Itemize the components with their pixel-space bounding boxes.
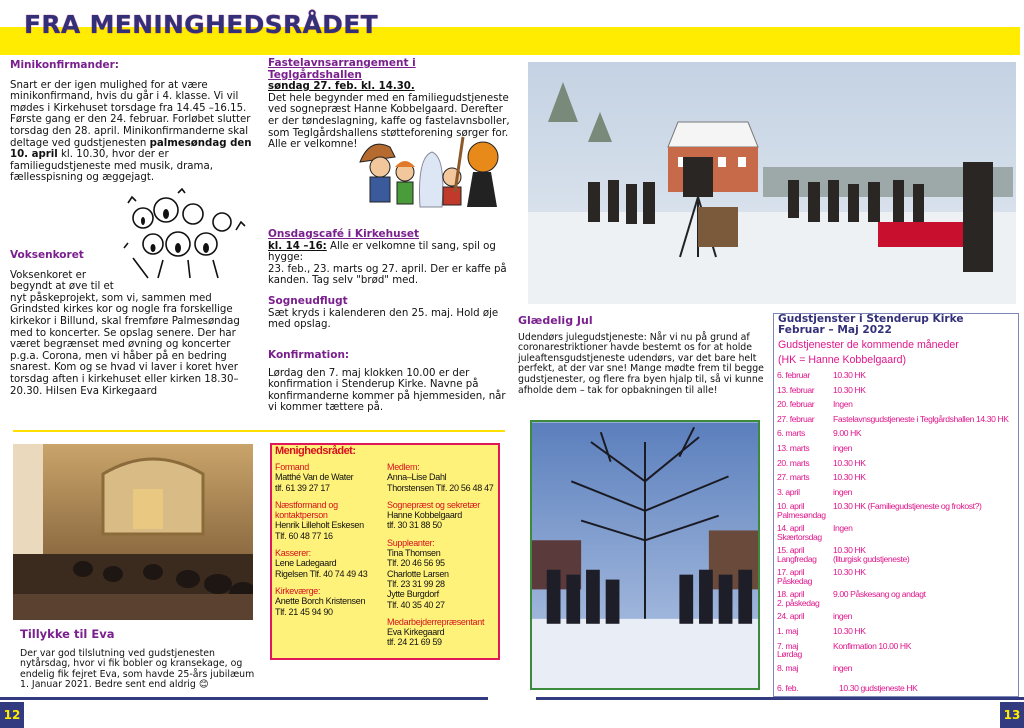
board-member-line: Tlf. 20 46 56 95: [387, 558, 445, 569]
schedule-value: [833, 473, 866, 482]
tillykke-body: Der var god tilslutning ved gudstjenesten nytårsdag, hvor vi fik bobler og kransekage, og endelig fik fejret Eva, som havde 25-års jubilæum 1. Januar 2021. Bedre sent end aldrig 😊: [20, 647, 255, 691]
body-text: nyt påskeprojekt, som vi, sammen med Grindsted kirkes kor og nogle fra forskellige kirkekor i Billund, skal fremføre Palmesøndag med to koncerter. Se opslag senere. Der har været begrænset med øvning og koncerter p.g.a. Corona, men vi håber på en bedring snarest. Kom og se hvad vi laver i koret hver torsdag aften i kirkehuset eller kirken 18.30–20.30. Hilsen Eva Kirkegaard: [10, 292, 240, 397]
schedule-value: [833, 684, 918, 693]
board-member-line: Rigelsen Tlf. 40 74 49 43: [275, 568, 368, 579]
sogneudflugt-section: [268, 296, 513, 331]
board-member-line: Tlf. 40 35 40 27: [387, 599, 445, 610]
schedule-date: [777, 473, 833, 482]
schedule-row: [777, 459, 866, 468]
fastelavn-body: Det hele begynder med en familiegudstjeneste ved sognepræst Hanne Kobbelgaard. Derefter er der tøndeslagning, kaffe og fastelavnsboller, som Teglgårdshallens støtteforening sørger for. Alle er velkomne!: [268, 92, 510, 151]
tillykke-heading: Tillykke til Eva: [20, 627, 115, 641]
board-role: Sognepræst og sekretær: [387, 499, 480, 510]
board-member-line: Eva Kirkegaard: [387, 627, 445, 638]
konfirmation-heading: Konfirmation:: [268, 349, 350, 361]
board-member-line: Tlf. 60 48 77 16: [275, 530, 333, 541]
schedule-row: [777, 612, 852, 621]
schedule-date: [777, 444, 833, 453]
schedule-value-text: 9.00 Påskesang og andagt: [833, 589, 926, 600]
schedule-day-note: 2. påskedag: [777, 597, 820, 608]
spacer: [275, 493, 387, 500]
schedule-date-text: 13. marts: [777, 443, 810, 453]
page-number-left: 12: [0, 702, 24, 728]
body-text: Snart er der igen mulighed for at være minikonfirmand, hvis du går i 4. klasse. Vi vil mødes i Kirkehuset torsdage fra 14.45 –16.15. Første gang er den 24. februar. Forløbet slutter torsdag den 28. april. Minikonfirmanderne skal deltage ved gudstjenesten: [10, 79, 251, 149]
body-line: begyndt at øve til et: [10, 281, 114, 293]
spacer: [387, 531, 499, 538]
schedule-value-text: ingen: [833, 486, 853, 497]
schedule-value: [833, 664, 852, 673]
schedule-row: [777, 400, 853, 409]
board-member-line: Jytte Burgdorf: [387, 589, 439, 600]
schedule-row: [777, 627, 866, 636]
board-member-line: Lene Ladegaard: [275, 558, 337, 569]
schedule-row: [777, 371, 866, 380]
schedule-date-text: 27. februar: [777, 413, 815, 424]
voksenkoret-heading: Voksenkoret: [10, 249, 84, 261]
minikonfirmander-heading: Minikonfirmander:: [10, 59, 119, 71]
schedule-date-text: 27. marts: [777, 472, 810, 483]
schedule-date-text: 20. februar: [777, 399, 815, 410]
menighedsraadet-title: Menighedsrådet:: [275, 445, 356, 457]
board-member-line: Anette Borch Kristensen: [275, 596, 366, 607]
schedule-value-text: ingen: [833, 611, 853, 622]
fastelavn-date: søndag 27. feb. kl. 14.30.: [268, 81, 415, 93]
glaedelig-jul-heading: Glædelig Jul: [518, 314, 593, 327]
schedule-date-text: 1. maj: [777, 626, 799, 636]
schedule-value: [833, 612, 852, 621]
schedule-date: [777, 664, 833, 673]
schedule-value-text: Ingen: [833, 399, 853, 410]
minikonfirmander-section: [10, 60, 255, 184]
onsdagscafe-body: [268, 241, 513, 264]
schedule-title: [778, 314, 964, 336]
schedule-value-text: 10.30 HK: [833, 545, 866, 556]
schedule-subtitle: [778, 338, 959, 368]
schedule-date-text: 7. maj: [777, 640, 799, 651]
board-role: Medarbejderrepræsentant: [387, 616, 485, 627]
onsdagscafe-time: kl. 14 –16:: [268, 240, 327, 252]
schedule-value-text: 10.30 HK: [833, 626, 866, 636]
board-right-column: [387, 462, 499, 648]
page-number-right: 13: [1000, 702, 1024, 728]
konfirmation-body: Lørdag den 7. maj klokken 10.00 er der konfirmation i Stenderup Kirke. Navne på konfirmanderne kommer på hjemmesiden, når vi kommer tættere på.: [268, 367, 506, 414]
board-role: Kirkeværge:: [275, 585, 321, 596]
board-member-line: Hanne Kobbelgaard: [387, 510, 462, 521]
board-role: Kasserer:: [275, 548, 311, 559]
service-schedule-box: [773, 313, 1019, 697]
schedule-value: [833, 415, 1009, 424]
schedule-date-text: 10. april: [777, 501, 804, 512]
schedule-row: [777, 488, 852, 497]
board-member-line: Tlf. 21 45 94 90: [275, 606, 333, 617]
schedule-value-text: Fastelavnsgudstjeneste i Teglgårdshallen 14.30 HK: [833, 413, 1009, 424]
schedule-value-text: 9.00 HK: [833, 428, 862, 439]
schedule-row: [777, 590, 926, 607]
body-text: 23. feb., 23. marts og 27. april. Der er kaffe på kanden. Tag selv "brød" med.: [268, 263, 507, 287]
schedule-date-text: 6. feb.: [777, 682, 799, 693]
schedule-row: [777, 386, 866, 395]
schedule-date: [777, 627, 833, 636]
schedule-date-text: 6. marts: [777, 428, 805, 439]
schedule-date: [777, 429, 833, 438]
fastelavn-heading: Fastelavnsarrangement i Teglgårdshallen: [268, 57, 416, 81]
schedule-row: [777, 642, 911, 659]
schedule-value: [833, 502, 981, 519]
board-member-line: Tina Thomsen: [387, 548, 441, 559]
schedule-date-text: 8. maj: [777, 662, 799, 673]
schedule-value-text: 10.30 gudstjeneste HK: [833, 682, 918, 693]
onsdagscafe-heading: Onsdagscafé i Kirkehuset: [268, 228, 420, 240]
schedule-date-text: 15. april: [777, 545, 804, 556]
church-interior-photo: [13, 444, 253, 620]
spacer: [275, 579, 387, 586]
board-member-line: Anna–Lise Dahl: [387, 472, 447, 483]
schedule-date: [777, 642, 833, 659]
schedule-row: [777, 546, 909, 563]
schedule-date: [777, 386, 833, 395]
schedule-value-text: ingen: [833, 662, 853, 673]
board-role: Næstformand og kontaktperson: [275, 499, 338, 521]
schedule-value: [833, 642, 911, 659]
schedule-value: [833, 488, 852, 497]
schedule-value-text: 10.30 HK: [833, 384, 866, 395]
voksenkoret-section: [10, 250, 260, 397]
schedule-value-text: 10.30 HK (Familiegudstjeneste og frokost?): [833, 501, 982, 512]
sogneudflugt-heading: Sogneudflugt: [268, 295, 348, 307]
board-member-line: tlf. 30 31 88 50: [387, 520, 442, 531]
schedule-value: [833, 444, 852, 453]
schedule-value: [833, 546, 909, 563]
schedule-title-line: Februar – Maj 2022: [778, 324, 892, 336]
schedule-subtitle-line: Gudstjenester de kommende måneder: [778, 339, 959, 351]
sogneudflugt-body: Sæt kryds i kalenderen den 25. maj. Hold øje med opslag.: [268, 307, 499, 331]
schedule-date: [777, 546, 833, 563]
schedule-day-note: Skærtorsdag: [777, 531, 822, 542]
schedule-date: [777, 502, 833, 519]
schedule-value: [833, 627, 866, 636]
schedule-value: [833, 386, 866, 395]
schedule-row: [777, 415, 1009, 424]
fastelavn-costumes-illustration: [355, 132, 505, 212]
board-member-line: Tlf. 23 31 99 28: [387, 578, 445, 589]
schedule-row: [777, 444, 852, 453]
schedule-date: [777, 684, 833, 693]
schedule-value: [833, 459, 866, 468]
schedule-date-text: 14. april: [777, 523, 804, 534]
spacer: [275, 541, 387, 548]
schedule-value-text: ingen: [833, 443, 853, 453]
schedule-value: [833, 524, 853, 541]
section-divider: [13, 430, 505, 432]
schedule-day-note: Palmesøndag: [777, 509, 826, 520]
schedule-value-text: Konfirmation 10.00 HK: [833, 640, 912, 651]
schedule-value: [833, 371, 866, 380]
schedule-row: [777, 473, 866, 482]
schedule-day-note: Langfredag: [777, 553, 817, 564]
schedule-day-note: Lørdag: [777, 649, 802, 660]
christmas-service-photo: [530, 420, 760, 690]
schedule-value-text: 10.30 HK: [833, 567, 866, 578]
spacer: [387, 610, 499, 617]
schedule-row: [777, 429, 861, 438]
schedule-value-text: 10.30 HK: [833, 370, 866, 380]
schedule-date-text: 20. marts: [777, 457, 810, 468]
schedule-value-text: 10.30 HK: [833, 472, 866, 483]
voksenkoret-body: [10, 270, 260, 398]
menighedsraadet-box: [270, 443, 500, 660]
onsdagscafe-section: [268, 229, 513, 287]
board-role: Suppleanter:: [387, 537, 435, 548]
tillykke-section: [20, 629, 260, 691]
schedule-value-text: 10.30 HK: [833, 457, 866, 468]
schedule-date: [777, 488, 833, 497]
schedule-date: [777, 568, 833, 585]
schedule-row: [777, 524, 853, 541]
glaedelig-jul-section: [518, 316, 768, 396]
board-member-line: Matthé Van de Water: [275, 472, 354, 483]
board-member-line: tlf. 24 21 69 59: [387, 637, 442, 648]
board-role: Formand: [275, 462, 309, 472]
body-text: Alle er velkomne til sang, spil og hygge:: [268, 240, 496, 264]
schedule-value-text: Ingen: [833, 523, 853, 534]
schedule-row: [777, 502, 981, 519]
footer-rule-left: [0, 697, 488, 700]
schedule-date-text: 18. april: [777, 589, 804, 600]
glaedelig-jul-body: Udendørs julegudstjeneste: Når vi nu på grund af coronarestriktioner havde bestemt os for at holde juleaftensgudstjeneste udendørs, var det bare helt perfekt, at der var sne! Mange mødte frem til begge gudstjenester, og flere fra byen hjalp til, så vi kunne afholde dem – tak for opbakningen til alle!: [518, 331, 764, 396]
schedule-value: [833, 590, 926, 607]
schedule-title-line: Gudstjenster i Stenderup Kirke: [778, 313, 964, 325]
schedule-date-text: 17. april: [777, 567, 804, 578]
board-member-line: Henrik Lilleholt Eskesen: [275, 520, 364, 531]
outdoor-service-photo: [528, 62, 1016, 304]
body-line: Voksenkoret er: [10, 269, 87, 281]
schedule-value-text: (liturgisk gudstjeneste): [833, 553, 910, 564]
board-member-line: tlf. 61 39 27 17: [275, 482, 330, 493]
schedule-date: [777, 459, 833, 468]
footer-rule-right: [536, 697, 1024, 700]
schedule-date-text: 6. februar: [777, 370, 810, 380]
body-text: kl. 10.30, hvor der er familiegudstjeneste med musik, drama, fællesspisning og æggejagt.: [10, 149, 213, 184]
schedule-date: [777, 371, 833, 380]
body-bold: palmesøndag den 10. april: [10, 137, 252, 161]
schedule-date: [777, 524, 833, 541]
spacer: [387, 493, 499, 500]
schedule-row: [777, 568, 866, 585]
schedule-value: [833, 400, 853, 409]
schedule-date-text: 3. april: [777, 486, 800, 497]
schedule-date-text: 24. april: [777, 611, 804, 622]
schedule-date: [777, 590, 833, 607]
board-member-line: Thorstensen Tlf. 20 56 48 47: [387, 482, 494, 493]
board-role: Medlem:: [387, 462, 420, 472]
konfirmation-section: [268, 350, 513, 414]
schedule-date-text: 13. februar: [777, 384, 815, 395]
schedule-date: [777, 400, 833, 409]
page-title: FRA MENINGHEDSRÅDET: [24, 10, 378, 39]
schedule-day-note: Påskedag: [777, 575, 813, 586]
schedule-row: [777, 664, 852, 673]
board-member-line: Charlotte Larsen: [387, 568, 449, 579]
schedule-value: [833, 568, 866, 585]
minikonfirmander-body: [10, 80, 255, 184]
schedule-value: [833, 429, 861, 438]
schedule-date: [777, 415, 833, 424]
schedule-row: [777, 684, 918, 693]
schedule-date: [777, 612, 833, 621]
board-left-column: [275, 462, 387, 617]
schedule-subtitle-line: (HK = Hanne Kobbelgaard): [778, 354, 907, 366]
